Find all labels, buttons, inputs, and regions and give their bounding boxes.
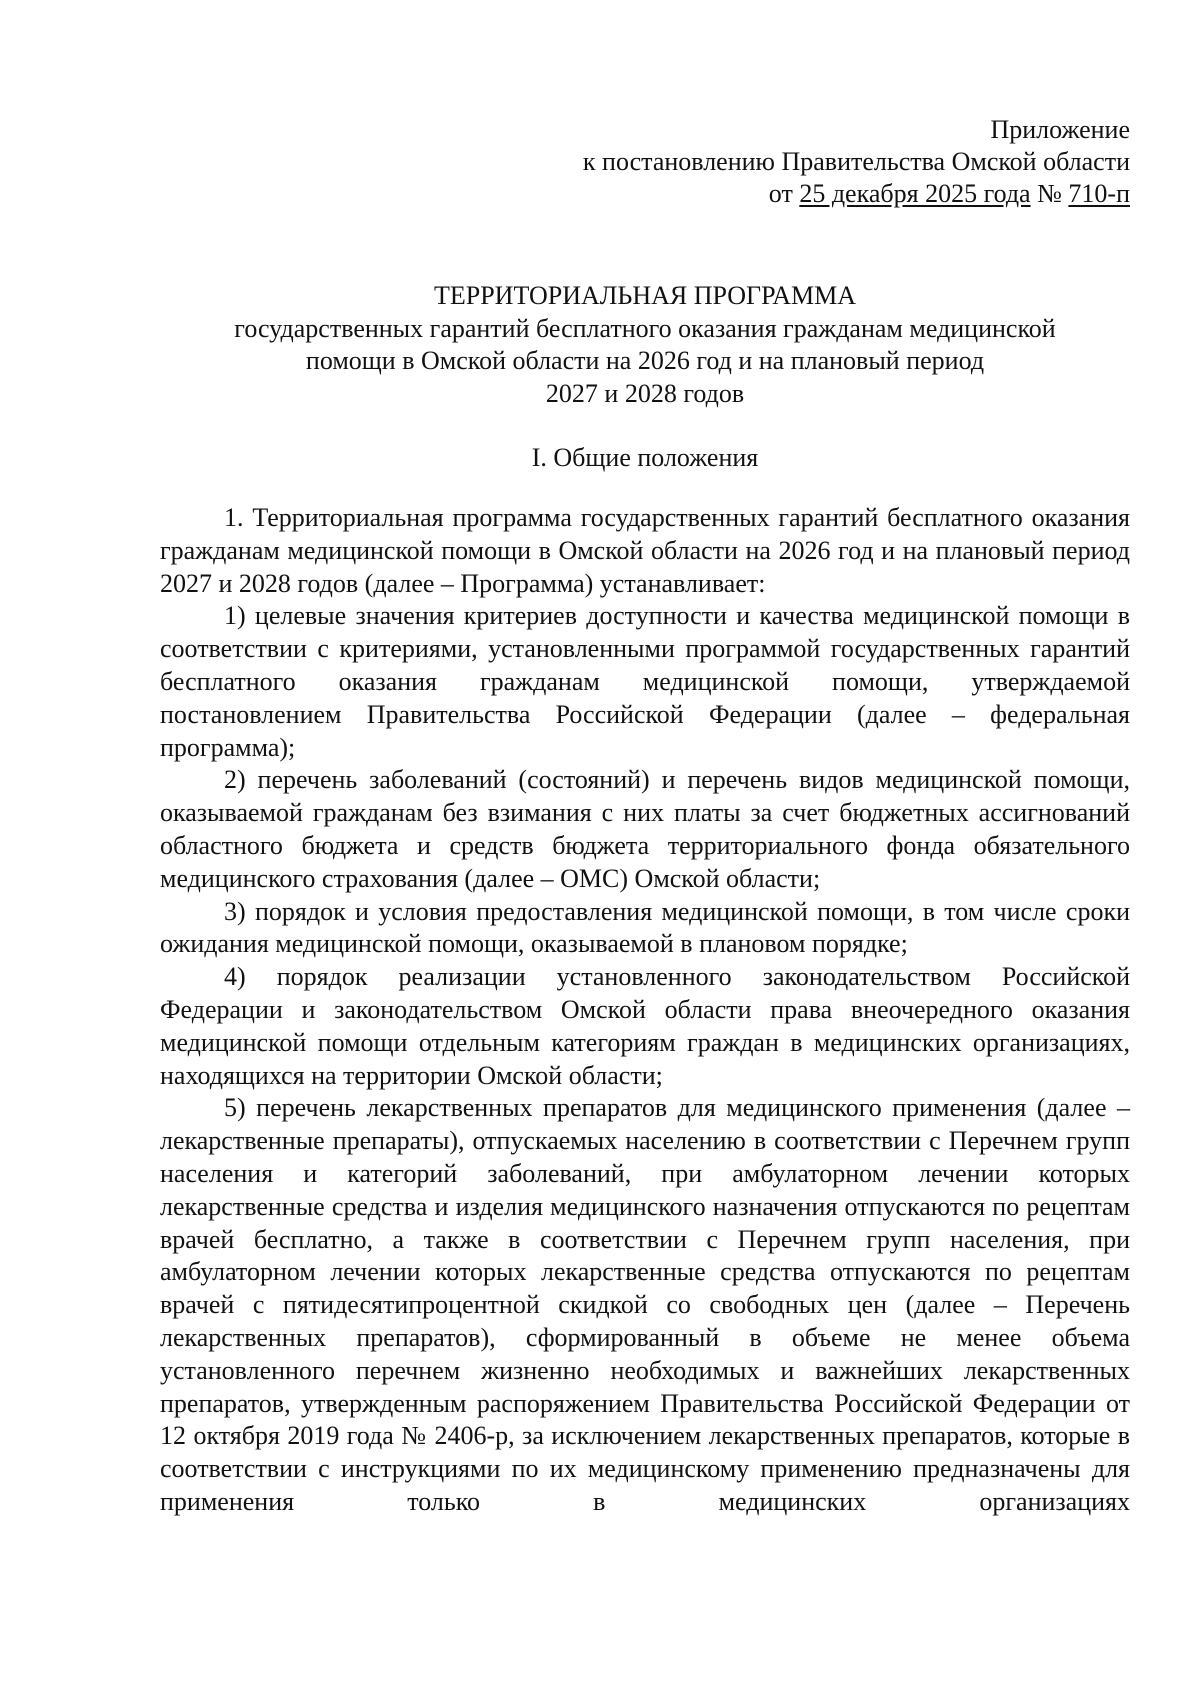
appendix-label: Приложение bbox=[990, 115, 1130, 144]
paragraph-item-4: 4) порядок реализации установленного законодательством Российской Федерации и законодательством Омской области права внеочередного оказания медицинской помощи отдельным категориям граждан в медицинских организациях, находящихся на территории Омской области; bbox=[160, 962, 1130, 1090]
title-line-3: помощи в Омской области на 2026 год и на плановый период bbox=[305, 346, 985, 375]
title-line-2: государственных гарантий бесплатного оказания гражданам медицинской bbox=[234, 313, 1056, 343]
appendix-date: 25 декабря 2025 года bbox=[799, 179, 1031, 208]
appendix-from: от bbox=[768, 179, 800, 208]
appendix-number: 710-п bbox=[1068, 179, 1130, 208]
paragraph-item-1: 1) целевые значения критериев доступности и качества медицинской помощи в соответствии с критериями, установленными программой государственных гарантий бесплатного оказания гражданам медицинской помощи, утверждаемой постановлением Правительства Российской Федерации (далее – федеральная программа); bbox=[160, 601, 1130, 762]
paragraph-item-3: 3) порядок и условия предоставления медицинской помощи, в том числе сроки ожидания медицинской помощи, оказываемой в плановом порядке; bbox=[160, 896, 1130, 959]
appendix-reference: к постановлению Правительства Омской области bbox=[582, 147, 1130, 176]
appendix-header bbox=[583, 114, 1130, 210]
appendix-date-line bbox=[583, 178, 1130, 210]
paragraph-item-2: 2) перечень заболеваний (состояний) и перечень видов медицинской помощи, оказываемой гражданам без взимания с них платы за счет бюджетных ассигнований областного бюджета и средств бюджета территориального фонда обязательного медицинского страхования (далее – ОМС) Омской области; bbox=[160, 765, 1130, 893]
paragraph-1: 1. Территориальная программа государственных гарантий бесплатного оказания гражданам медицинской помощи в Омской области на 2026 год и на плановый период 2027 и 2028 годов (далее – Программа) устанавливает: bbox=[160, 503, 1130, 598]
title-line-1: ТЕРРИТОРИАЛЬНАЯ ПРОГРАММА bbox=[433, 281, 857, 310]
title-line-4: 2027 и 2028 годов bbox=[545, 378, 745, 408]
document-title bbox=[160, 280, 1130, 410]
paragraph-item-5: 5) перечень лекарственных препаратов для медицинского применения (далее – лекарственные препараты), отпускаемых населению в соответствии с Перечнем групп населения и категорий заболеваний, при амбулаторном лечении которых лекарственные средства и изделия медицинского назначения отпускаются по рецептам врачей бесплатно, а также в соответствии с Перечнем групп населения, при амбулаторном лечении которых лекарственные средства отпускаются по рецептам врачей с пятидесятипроцентной скидкой со свободных цен (далее – Перечень лекарственных препаратов), сформированный в объеме не менее объема установленного перечнем жизненно необходимых и важнейших лекарственных препаратов, утвержденным распоряжением Правительства Российской Федерации от 12 октября 2019 года № 2406-р, за исключением лекарственных препаратов, которые в соответствии с инструкциями по их медицинскому применению предназначены для применения только в медицинских организациях bbox=[160, 1093, 1130, 1516]
appendix-number-sign: № bbox=[1030, 179, 1069, 208]
section-heading: I. Общие положения bbox=[531, 443, 759, 472]
document-body bbox=[160, 502, 1130, 1519]
